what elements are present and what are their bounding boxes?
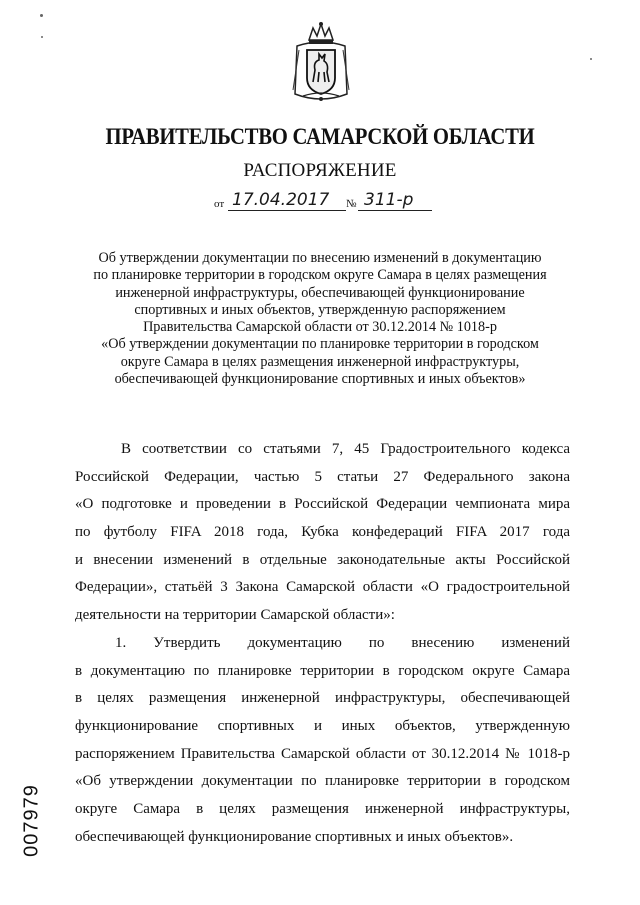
date-prefix: от <box>214 198 225 210</box>
subject-line: обеспечивающей функционирование спортивных и иных объектов» <box>114 371 526 388</box>
org-title: ПРАВИТЕЛЬСТВО САМАРСКОЙ ОБЛАСТИ <box>105 124 535 149</box>
body-line: по футболу FIFA 2018 года, Кубка конфедераций FIFA 2017 года <box>75 524 570 541</box>
document-subject <box>60 250 580 388</box>
subject-line: Об утверждении документации по внесению изменений в документацию <box>98 250 542 266</box>
subject-line: инженерной инфраструктуры, обеспечивающей функционирование <box>115 284 525 301</box>
number-value: 311-р <box>364 190 414 210</box>
body-line: распоряжением Правительства Самарской области от 30.12.2014 № 1018-р <box>75 745 570 762</box>
document-type: РАСПОРЯЖЕНИЕ <box>243 160 397 181</box>
date-number-line <box>214 190 434 214</box>
body-line: в целях размещения инженерной инфраструктуры, обеспечивающей <box>75 690 570 707</box>
body-line: Федерации», статьёй 3 Закона Самарской области «О градостроительной <box>75 579 570 596</box>
samara-coat-of-arms-icon <box>289 20 353 104</box>
subject-line: «Об утверждении документации по планировке территории в городском <box>101 336 539 353</box>
body-line: и внесении изменений в отдельные законодательные акты Российской <box>75 551 570 568</box>
body-line: В соответствии со статьями 7, 45 Градостроительного кодекса <box>121 441 570 457</box>
stamp-number: 007979 <box>20 784 43 857</box>
subject-line: округе Самара в целях размещения инженерной инфраструктуры, <box>120 353 520 370</box>
number-prefix: № <box>346 198 357 210</box>
body-line: «Об утверждении документации по планировке территории в городском <box>75 773 570 790</box>
body-line: обеспечивающей функционирование спортивных и иных объектов». <box>75 828 514 845</box>
number-underline <box>358 210 432 211</box>
body-line: в документацию по планировке территории в городском округе Самара <box>75 662 570 679</box>
body-line: 1. Утвердить документацию по внесению изменений <box>115 634 570 651</box>
subject-line: Правительства Самарской области от 30.12.2014 № 1018-р <box>143 319 497 336</box>
subject-line: спортивных и иных объектов, утвержденную распоряжением <box>134 301 506 318</box>
body-line: «О подготовке и проведении в Российской Федерации чемпионата мира <box>75 496 570 513</box>
body-line: функционирование спортивных и иных объектов, утвержденную <box>75 717 570 734</box>
subject-line: по планировке территории в городском округе Самара в целях размещения <box>93 267 547 284</box>
document-body <box>75 436 570 851</box>
body-line: Российской Федерации, частью 5 статьи 27 Федерального закона <box>75 468 570 485</box>
body-line: округе Самара в целях размещения инженерной инфраструктуры, <box>75 800 570 817</box>
registration-stamp <box>14 776 50 866</box>
date-value: 17.04.2017 <box>232 190 330 210</box>
date-underline <box>228 210 346 211</box>
body-line: деятельности на территории Самарской области»: <box>75 607 395 624</box>
